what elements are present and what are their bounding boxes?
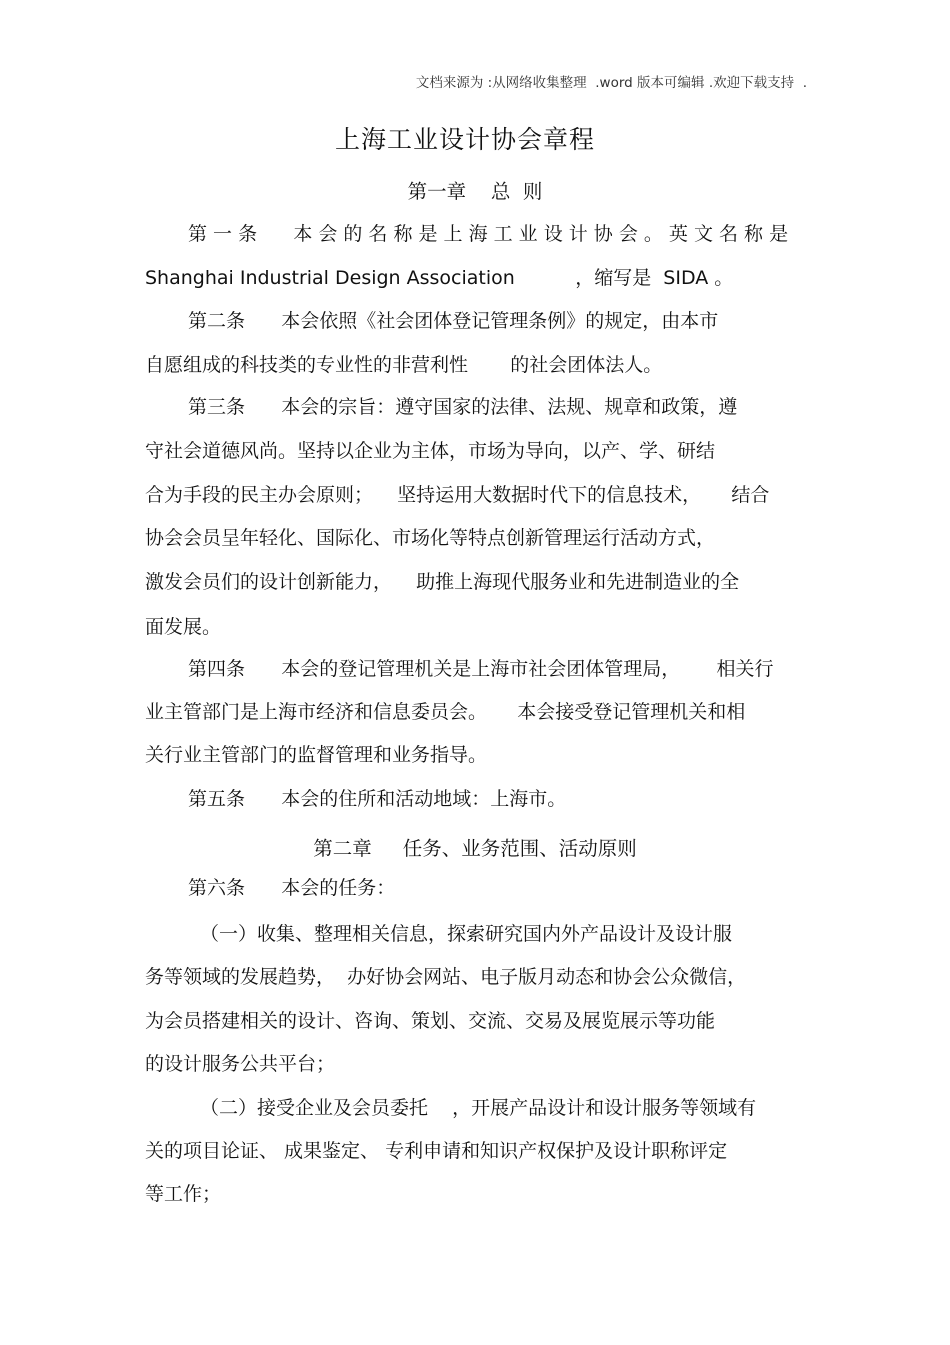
article-3-line-1: 第三条 本会的宗旨：遵守国家的法律、法规、规章和政策，遵 [188,396,738,418]
item-2-line-2: 关的项目论证、 成果鉴定、 专利申请和知识产权保护及设计职称评定 [145,1140,728,1162]
item-2-line-3: 等工作； [145,1183,222,1205]
item-1-line-2: 务等领域的发展趋势， 办好协会网站、电子版月动态和协会公众微信， [145,966,747,988]
article-2-line-1: 第二条 本会依照《社会团体登记管理条例》的规定，由本市 [188,310,719,332]
item-1-line-4: 的设计服务公共平台； [145,1053,336,1075]
article-3-line-2: 守社会道德风尚。坚持以企业为主体，市场为导向，以产、学、研结 [145,440,716,462]
document-title: 上海工业设计协会章程 [334,125,595,154]
chapter-2-heading: 第二章 任务、业务范围、活动原则 [313,837,637,860]
source-note: 文档来源为 :从网络收集整理 .word 版本可编辑 .欢迎下载支持 . [415,75,807,91]
article-2-line-2: 自愿组成的科技类的专业性的非营利性 的社会团体法人。 [145,354,663,376]
article-4-line-2: 业主管部门是上海市经济和信息委员会。 本会接受登记管理机关和相 [145,701,746,723]
item-2-line-1: （二）接受企业及会员委托 ，开展产品设计和设计服务等领域有 [200,1097,757,1119]
article-1-line-1: 第 一 条 本 会 的 名 称 是 上 海 工 业 设 计 协 会 。 英 文 名 称 是 [188,223,789,245]
item-1-line-3: 为会员搭建相关的设计、咨询、策划、交流、交易及展览展示等功能 [145,1010,716,1032]
item-1-line-1: （一）收集、整理相关信息，探索研究国内外产品设计及设计服 [200,923,733,945]
article-3-line-4: 协会会员呈年轻化、国际化、市场化等特点创新管理运行活动方式， [145,527,716,549]
article-3-line-6: 面发展。 [145,616,222,638]
article-3-line-5: 激发会员们的设计创新能力， 助推上海现代服务业和先进制造业的全 [145,571,740,593]
article-3-line-3: 合为手段的民主办会原则； 坚持运用大数据时代下的信息技术， 结合 [145,484,770,506]
article-4-line-3: 关行业主管部门的监督管理和业务指导。 [145,744,488,766]
chapter-1-heading: 第一章 总 则 [407,180,543,203]
article-5-line-1: 第五条 本会的住所和活动地域：上海市。 [188,788,567,810]
article-1-line-2: Shanghai Industrial Design Association ，缩写是 SIDA 。 [145,267,734,289]
article-4-line-1: 第四条 本会的登记管理机关是上海市社会团体管理局， 相关行 [188,658,774,680]
article-6-line-1: 第六条 本会的任务： [188,877,396,899]
